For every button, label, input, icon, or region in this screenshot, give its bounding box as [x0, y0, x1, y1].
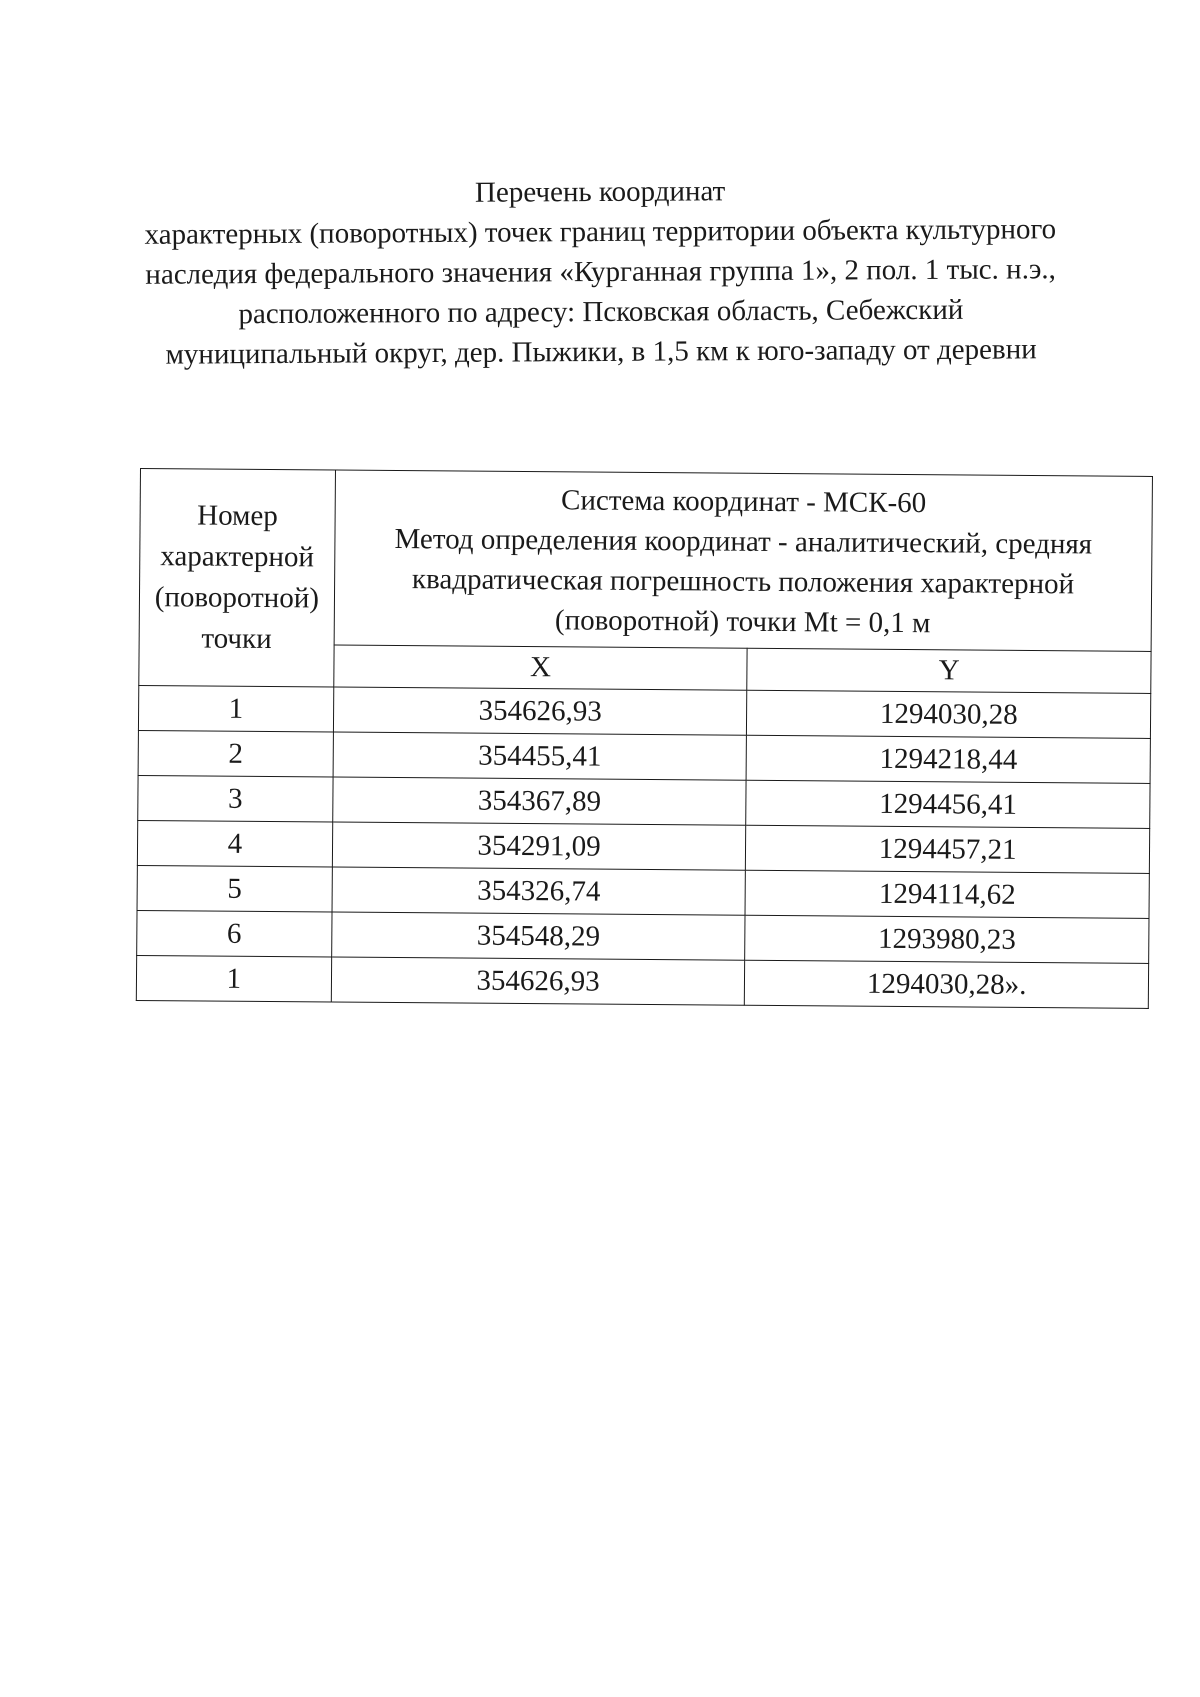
y-coordinate-cell: 1294456,41: [746, 780, 1150, 828]
point-number-cell: 1: [138, 685, 333, 732]
x-coordinate-cell: 354455,41: [333, 732, 747, 780]
table-row: [136, 955, 1148, 1008]
point-number-cell: 3: [138, 775, 333, 822]
table-header-row: [139, 469, 1152, 652]
heading-line: расположенного по адресу: Псковская область, Себежский: [238, 293, 964, 331]
header-line: Номер: [197, 499, 278, 533]
table-row: [138, 775, 1150, 828]
heading-line: наследия федерального значения «Курганная группа 1», 2 пол. 1 тыс. н.э.,: [145, 253, 1056, 291]
coordinates-table: [136, 468, 1153, 1009]
y-coordinate-cell: 1294030,28».: [745, 960, 1149, 1008]
heading-line: муниципальный округ, дер. Пыжики, в 1,5 км к юго-западу от деревни: [165, 333, 1037, 371]
x-coordinate-cell: 354626,93: [331, 957, 745, 1005]
x-coordinate-cell: 354367,89: [333, 777, 747, 825]
header-line: (поворотной): [154, 581, 320, 615]
header-line: Система координат - МСК-60: [560, 484, 927, 520]
header-line: Метод определения координат - аналитический, средняя: [394, 523, 1093, 561]
table-row: [137, 910, 1149, 963]
document-heading: [100, 169, 1101, 375]
table-row: [138, 730, 1150, 783]
header-line: (поворотной) точки Mt = 0,1 м: [554, 604, 931, 640]
x-coordinate-cell: 354291,09: [332, 822, 746, 870]
table-row: [137, 820, 1149, 873]
point-number-header: [139, 469, 335, 688]
point-number-cell: 2: [138, 730, 333, 777]
point-number-cell: 6: [137, 910, 332, 957]
y-header: Y: [747, 648, 1151, 693]
heading-line: характерных (поворотных) точек границ территории объекта культурного: [144, 213, 1057, 251]
point-number-cell: 5: [137, 865, 332, 912]
y-coordinate-cell: 1294457,21: [746, 825, 1150, 873]
point-number-cell: 1: [136, 955, 331, 1002]
header-line: квадратическая погрешность положения характерной: [411, 563, 1075, 601]
x-coordinate-cell: 354326,74: [332, 867, 746, 915]
y-coordinate-cell: 1293980,23: [745, 915, 1149, 963]
x-coordinate-cell: 354626,93: [333, 687, 747, 735]
heading-line: Перечень координат: [474, 175, 726, 209]
header-line: характерной: [160, 540, 315, 574]
point-number-cell: 4: [137, 820, 332, 867]
y-coordinate-cell: 1294114,62: [745, 870, 1149, 918]
y-coordinate-cell: 1294218,44: [746, 735, 1150, 783]
coordinate-system-header: [334, 470, 1153, 651]
header-line: точки: [201, 622, 272, 656]
x-coordinate-cell: 354548,29: [331, 912, 745, 960]
table-row: [138, 685, 1150, 738]
x-header: X: [334, 645, 748, 690]
table-row: [137, 865, 1149, 918]
y-coordinate-cell: 1294030,28: [747, 690, 1151, 738]
